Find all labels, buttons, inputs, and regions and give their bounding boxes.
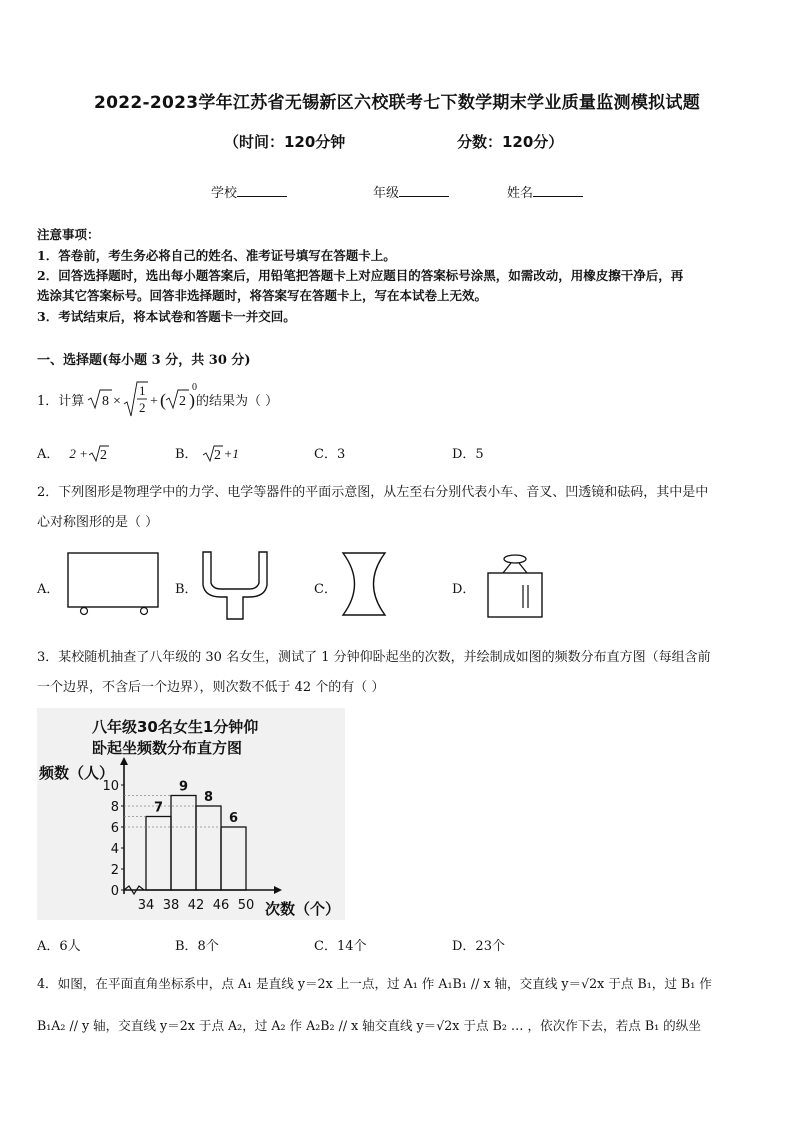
question-4-line-1: 4．如图，在平面直角坐标系中，点 A₁ 是直线 y＝2x 上一点，过 A₁ 作 A₁B₁ // x 轴，交直线 y＝√2x 于点 B₁，过 B₁ 作: [37, 976, 712, 991]
question-1-option-a[interactable]: A． 2 + 2: [37, 443, 110, 463]
notice-item-1: 1．答卷前，考生务必将自己的姓名、准考证号填写在答题卡上。: [37, 248, 396, 263]
question-4-line-2: B₁A₂ // y 轴，交直线 y＝2x 于点 A₂，过 A₂ 作 A₂B₂ // x 轴交直线 y＝√2x 于点 B₂ … ，依次作下去，若点 B₁ 的纵坐: [37, 1018, 701, 1033]
svg-text:2: 2: [179, 394, 186, 409]
name-label: 姓名: [507, 186, 534, 201]
chart-data-label: 9: [178, 779, 189, 795]
chart-x-tick-label: 42: [187, 898, 205, 913]
notice-heading: 注意事项：: [37, 227, 100, 242]
tuning-fork-figure: [199, 549, 271, 621]
chart-bar: [221, 827, 246, 890]
question-2-label-d[interactable]: D．: [452, 582, 476, 597]
svg-text:): ): [189, 390, 195, 410]
name-field[interactable]: [507, 182, 583, 201]
notice-item-2b: 选涂其它答案标号。回答非选择题时，将答案写在答题卡上，写在本试卷上无效。: [37, 288, 488, 303]
svg-text:2: 2: [213, 448, 221, 463]
chart-y-tick-label: 2: [110, 863, 119, 878]
chart-x-tick-label: 50: [237, 898, 255, 913]
chart-x-tick-label: 46: [212, 898, 230, 913]
question-2-label-b[interactable]: B．: [175, 582, 198, 597]
svg-text:×: ×: [113, 394, 121, 409]
question-1-suffix: 的结果为（ ）: [196, 394, 279, 409]
chart-y-arrow: [120, 757, 128, 765]
svg-text:+: +: [150, 394, 158, 409]
chart-y-tick-label: 10: [102, 779, 119, 794]
question-1-formula: [86, 378, 198, 420]
question-3-option-c[interactable]: C．14个: [314, 939, 367, 954]
notice-item-3: 3．考试结束后，将本试卷和答题卡一并交回。: [37, 309, 296, 324]
chart-bar: [146, 817, 171, 891]
question-1-prefix: 1．计算: [37, 394, 85, 409]
concave-lens-figure: [340, 550, 390, 618]
svg-text:8: 8: [102, 394, 109, 409]
histogram-chart: [37, 708, 345, 920]
svg-text:0: 0: [192, 382, 197, 393]
grade-label: 年级: [373, 186, 400, 201]
cart-figure: [65, 550, 165, 620]
chart-title-line-1: 八年级30名女生1分钟仰: [92, 718, 259, 736]
chart-y-tick-label: 4: [110, 842, 119, 857]
svg-text:1: 1: [139, 383, 146, 398]
question-3-line-1: 3．某校随机抽查了八年级的 30 名女生，测试了 1 分钟仰卧起坐的次数，并绘制成如图的频数分布直方图（每组含前: [37, 650, 711, 665]
chart-x-arrow: [274, 886, 282, 894]
school-label: 学校: [211, 186, 238, 201]
question-3-option-d[interactable]: D．23个: [452, 939, 505, 954]
chart-y-label: 频数（人）: [39, 764, 115, 782]
chart-data-label: 8: [203, 790, 214, 805]
question-1-option-c[interactable]: C．3: [314, 447, 346, 462]
chart-data-label: 7: [153, 800, 164, 816]
exam-score: 分数：120分）: [457, 133, 564, 151]
chart-x-label: 次数（个）: [265, 900, 341, 918]
svg-text:(: (: [160, 390, 166, 410]
chart-x-tick-label: 34: [137, 898, 155, 913]
chart-bar: [196, 806, 221, 890]
svg-text:2: 2: [139, 400, 146, 415]
chart-bar: [171, 796, 196, 891]
chart-data-label: 6: [228, 811, 239, 826]
question-2-label-a[interactable]: A．: [37, 582, 60, 597]
sqrt2-glyph: [88, 443, 110, 463]
question-1-option-d[interactable]: D．5: [452, 447, 484, 462]
question-3-option-b[interactable]: B．8个: [175, 939, 219, 954]
question-2-line-2: 心对称图形的是（ ）: [37, 515, 159, 530]
question-2-line-1: 2．下列图形是物理学中的力学、电学等器件的平面示意图，从左至右分别代表小车、音叉、凹透镜和砝码，其中是中: [37, 485, 709, 500]
chart-title-line-2: 卧起坐频数分布直方图: [92, 739, 243, 757]
grade-field[interactable]: [373, 182, 449, 201]
chart-y-tick-label: 6: [110, 821, 119, 836]
notice-item-2a: 2．回答选择题时，选出每小题答案后，用铅笔把答题卡上对应题目的答案标号涂黑，如需改动，用橡皮擦干净后，再: [37, 268, 684, 283]
svg-text:2: 2: [99, 448, 107, 463]
chart-x-tick-label: 38: [162, 898, 180, 913]
question-3-line-2: 一个边界，不含后一个边界），则次数不低于 42 个的有（ ）: [37, 680, 385, 695]
weight-figure: [484, 552, 546, 620]
sqrt2-glyph: [202, 443, 224, 463]
question-3-option-a[interactable]: A．6人: [37, 939, 81, 954]
section-title: 一、选择题(每小题 3 分，共 30 分): [37, 353, 251, 368]
exam-time: （时间：120分钟: [224, 133, 346, 151]
school-field[interactable]: [211, 182, 287, 201]
question-1-option-b[interactable]: B． 2 +1: [175, 443, 239, 463]
question-2-label-c[interactable]: C．: [314, 582, 337, 597]
chart-y-tick-label: 8: [110, 800, 119, 815]
page-title: 2022-2023学年江苏省无锡新区六校联考七下数学期末学业质量监测模拟试题: [93, 93, 701, 113]
chart-y-tick-label: 0: [110, 884, 119, 899]
